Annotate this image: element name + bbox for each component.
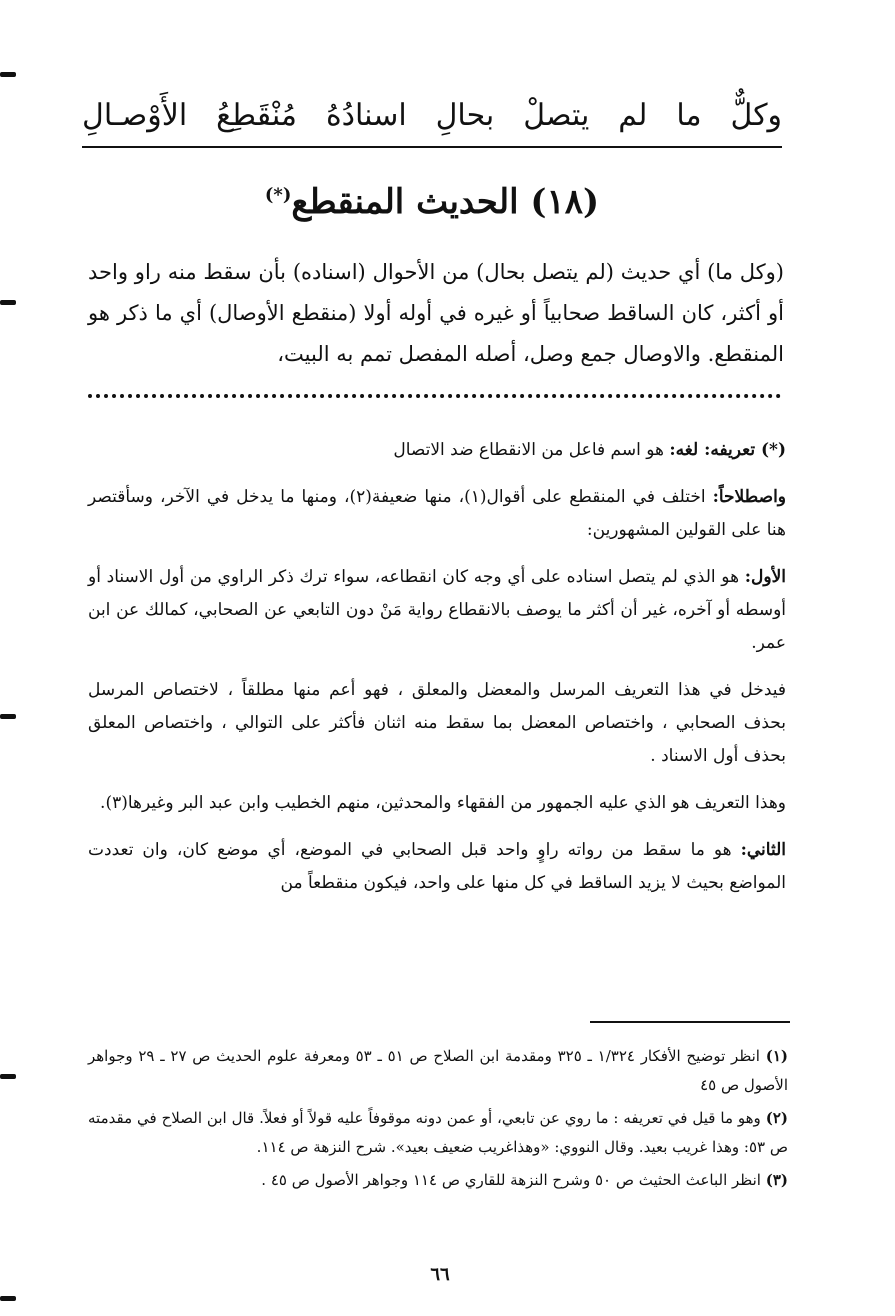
footnote-text: انظر الباعث الحثيث ص ٥٠ وشرح النزهة للقاري ص ١١٤ وجواهر الأصول ص ٤٥ . <box>261 1171 766 1189</box>
footnote-text: انظر توضيح الأفكار ١/٣٢٤ ـ ٣٢٥ ومقدمة ابن الصلاح ص ٥١ ـ ٥٣ ومعرفة علوم الحديث ص ٢٧ ـ ٢٩ وجواهر الأصول ص ٤٥ <box>88 1047 788 1094</box>
note-paragraph <box>88 481 786 547</box>
note-paragraph <box>88 834 786 900</box>
title-text: (١٨) الحديث المنقطع <box>291 182 600 222</box>
note-lead: الثاني: <box>740 840 786 860</box>
verse-word: وكلٌّ <box>730 98 782 133</box>
footnotes <box>88 1042 788 1199</box>
dotted-separator <box>88 394 781 398</box>
verse-word: ما <box>676 98 702 133</box>
note-paragraph <box>88 561 786 660</box>
footnote-number: (١) <box>765 1047 789 1065</box>
note-paragraph <box>88 434 786 467</box>
note-text: هو ما سقط من رواته راوٍ واحد قبل الصحابي في الموضع، أي موضع كان، وان تعددت المواضع بحيث لا يزيد الساقط في كل منها على واحد، فيكون منقطعاً من <box>88 840 786 893</box>
footnote <box>88 1166 788 1195</box>
verse-word: يتصلْ <box>523 98 590 133</box>
scan-mark <box>0 1296 16 1301</box>
note-text: اختلف في المنقطع على أقوال(١)، منها ضعيفة(٢)، ومنها ما يدخل في الآخر، وسأقتصر هنا على القولين المشهورين: <box>88 487 786 540</box>
chapter-title <box>82 182 782 222</box>
note-text: هو اسم فاعل من الانقطاع ضد الاتصال <box>393 440 670 460</box>
scan-mark <box>0 1074 16 1079</box>
verse-rule <box>82 146 782 148</box>
note-text: فيدخل في هذا التعريف المرسل والمعضل والمعلق ، فهو أعم منها مطلقاً ، لاختصاص المرسل بحذف الصحابي ، واختصاص المعضل بما سقط منه اثنان فأكثر على التوالي ، واختصاص المعلق بحذف أول الاسناد . <box>88 680 786 766</box>
footnote-rule <box>590 1021 790 1023</box>
verse-word: اسنادُهُ <box>325 98 407 133</box>
footnote-number: (٣) <box>765 1171 788 1189</box>
verse-word: الأَوْصـالِ <box>82 98 188 133</box>
note-lead: (*) تعريفه: لغه: <box>669 440 786 460</box>
note-lead: الأول: <box>744 567 786 587</box>
title-footnote-mark: (*) <box>264 184 292 206</box>
verse-word: مُنْقَطِعُ <box>216 98 297 133</box>
notes-section <box>88 434 786 914</box>
footnote-number: (٢) <box>765 1109 788 1127</box>
note-text: وهذا التعريف هو الذي عليه الجمهور من الفقهاء والمحدثين، منهم الخطيب وابن عبد البر وغيرها(٣). <box>100 793 786 813</box>
footnote <box>88 1104 788 1162</box>
note-lead: واصطلاحاً: <box>712 487 786 507</box>
scan-mark <box>0 72 16 77</box>
footnote <box>88 1042 788 1100</box>
verse-word: لم <box>618 98 648 133</box>
scan-mark <box>0 300 16 305</box>
footnote-text: وهو ما قيل في تعريفه : ما روي عن تابعي، أو عمن دونه موقوفاً عليه قولاً أو فعلاً. قال ابن الصلاح في مقدمته ص ٥٣: وهذا غريب بعيد. وقال النووي: «وهذاغريب ضعيف بعيد». شرح النزهة ص ١١٤. <box>88 1109 788 1156</box>
scan-mark <box>0 714 16 719</box>
poem-verse <box>82 98 782 133</box>
note-text: هو الذي لم يتصل اسناده على أي وجه كان انقطاعه، سواء ترك ذكر الراوي من أول الاسناد أو أوسطه أو آخره، غير أن أكثر ما يوصف بالانقطاع رواية مَنْ دون التابعي عن الصحابي، كمالك عن ابن عمر. <box>88 567 786 653</box>
note-paragraph <box>88 674 786 773</box>
page-number: ٦٦ <box>430 1264 450 1285</box>
commentary-paragraph: (وكل ما) أي حديث (لم يتصل بحال) من الأحوال (اسناده) بأن سقط منه راو واحد أو أكثر، كان الساقط صحابياً أو غيره في أوله أولا (منقطع الأوصال) أي ما ذكر هو المنقطع. والاوصال جمع وصل، أصله المفصل تمم به البيت، <box>88 260 784 366</box>
verse-word: بحالِ <box>435 98 495 133</box>
note-paragraph <box>88 787 786 820</box>
